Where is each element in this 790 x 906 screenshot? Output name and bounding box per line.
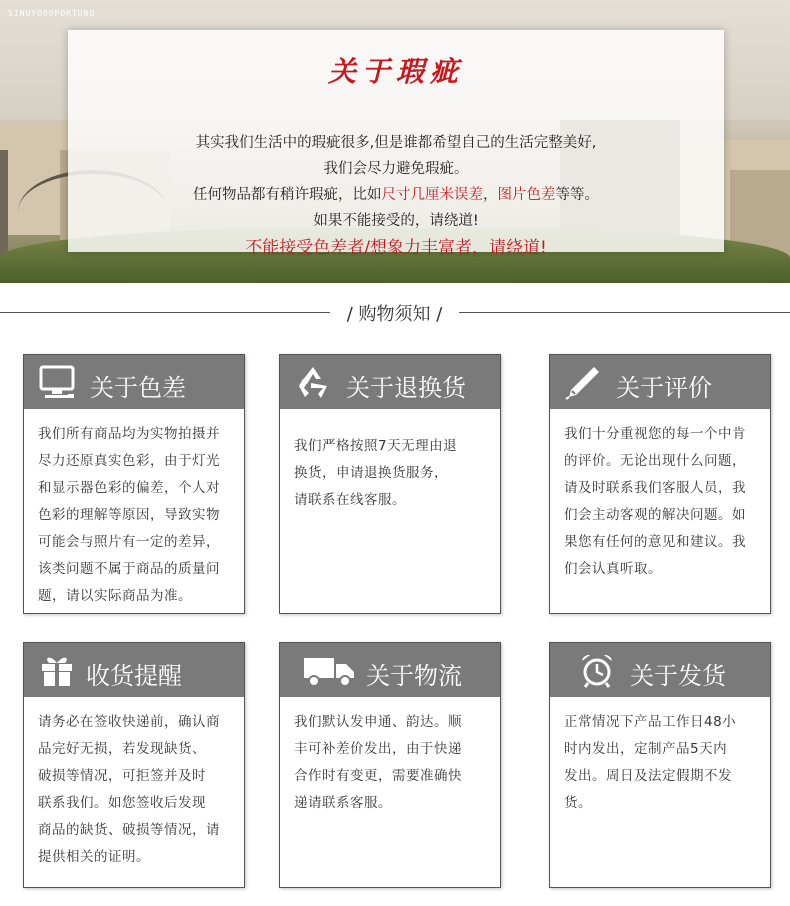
notice-line-3-part: 任何物品都有稍许瑕疵，比如 <box>193 187 382 203</box>
notice-line-3-part: 等等。 <box>555 187 599 203</box>
card-logistics <box>279 642 501 888</box>
card-text-line: 我们默认发申通、韵达。顺 <box>294 714 462 730</box>
section-divider <box>0 294 790 330</box>
card-text-line: 我们严格按照7天无理由退 <box>294 438 458 454</box>
card-text-line: 们会认真听取。 <box>564 561 662 577</box>
card-title: 关于评价 <box>616 374 712 402</box>
card-text-line: 正常情况下产品工作日48小 <box>564 714 737 730</box>
card-text-line: 色彩的理解等原因，导致实物 <box>38 507 220 523</box>
notice-line-3-part: ， <box>483 187 498 203</box>
card-text-line: 货。 <box>564 795 592 811</box>
notice-line-3 <box>68 183 724 204</box>
section-heading: / 购物须知 / <box>346 304 443 325</box>
size-error-highlight: 尺寸几厘米误差 <box>381 187 483 203</box>
card-title: 关于色差 <box>90 374 186 402</box>
card-text-line: 品完好无损，若发现缺货、 <box>38 741 206 757</box>
card-returns <box>279 354 501 614</box>
card-header <box>280 355 500 409</box>
watermark-text: SINUYOOOPORTUBO <box>8 9 96 18</box>
divider-rule-left <box>0 312 330 313</box>
card-text-line: 递请联系客服。 <box>294 795 392 811</box>
card-header <box>550 355 770 409</box>
card-text-line: 尽力还原真实色彩，由于灯光 <box>38 453 220 469</box>
card-body <box>550 697 770 817</box>
card-title: 关于发货 <box>630 662 726 690</box>
card-body <box>550 409 770 583</box>
card-title: 关于物流 <box>366 662 462 690</box>
card-body <box>24 697 244 871</box>
notice-line-1: 其实我们生活中的瑕疵很多,但是谁都希望自己的生活完整美好, <box>195 135 597 151</box>
card-header <box>550 643 770 697</box>
card-text-line: 请及时联系我们客服人员，我 <box>564 480 746 496</box>
card-text-line: 提供相关的证明。 <box>38 849 150 865</box>
notice-title: 关于瑕疵 <box>327 55 464 88</box>
notice-warning-line: 不能接受色差者/想象力丰富者，请绕道! <box>245 238 547 258</box>
defect-notice-panel <box>68 30 724 258</box>
card-text-line: 请务必在签收快递前，确认商 <box>38 714 220 730</box>
notice-line-4: 如果不能接受的，请绕道! <box>313 213 479 229</box>
divider-rule-right <box>459 312 790 313</box>
card-text-line: 合作时有变更，需要准确快 <box>294 768 462 784</box>
card-text-line: 的评价。无论出现什么问题， <box>564 453 746 469</box>
color-diff-highlight: 图片色差 <box>497 187 556 203</box>
card-text-line: 商品的缺货、破损等情况，请 <box>38 822 220 838</box>
card-header <box>280 643 500 697</box>
truck-icon <box>302 652 356 688</box>
card-text-line: 发出。周日及法定假期不发 <box>564 768 732 784</box>
card-text-line: 该类问题不属于商品的质量问 <box>38 561 220 577</box>
computer-icon <box>38 364 76 400</box>
card-text-line: 们会主动客观的解决问题。如 <box>564 507 746 523</box>
alarm-clock-icon <box>578 652 616 688</box>
card-title: 收货提醒 <box>86 662 182 690</box>
card-text-line: 和显示器色彩的偏差，个人对 <box>38 480 220 496</box>
card-title: 关于退换货 <box>346 374 466 402</box>
card-text-line: 换货，申请退换货服务， <box>294 465 448 481</box>
card-color-difference <box>23 354 245 614</box>
card-body <box>24 409 244 610</box>
card-text-line: 破损等情况，可拒签并及时 <box>38 768 206 784</box>
card-text-line: 果您有任何的意见和建议。我 <box>564 534 746 550</box>
card-body <box>280 409 500 514</box>
card-text-line: 联系我们。如您签收后发现 <box>38 795 206 811</box>
recycle-icon <box>294 364 332 400</box>
card-text-line: 请联系在线客服。 <box>294 492 406 508</box>
card-text-line: 题，请以实际商品为准。 <box>38 588 192 604</box>
card-header <box>24 355 244 409</box>
gift-icon <box>38 652 76 688</box>
card-reviews <box>549 354 771 614</box>
card-text-line: 丰可补差价发出，由于快递 <box>294 741 462 757</box>
card-text-line: 我们所有商品均为实物拍摄并 <box>38 426 220 442</box>
hero-banner <box>0 0 790 283</box>
card-text-line: 我们十分重视您的每一个中肯 <box>564 426 746 442</box>
notice-line-2: 我们会尽力避免瑕疵。 <box>323 161 469 177</box>
card-text-line: 可能会与照片有一定的差异， <box>38 534 220 550</box>
card-receipt-reminder <box>23 642 245 888</box>
card-header <box>24 643 244 697</box>
card-text-line: 时内发出，定制产品5天内 <box>564 741 728 757</box>
pen-icon <box>564 364 602 400</box>
card-body <box>280 697 500 817</box>
card-shipping <box>549 642 771 888</box>
